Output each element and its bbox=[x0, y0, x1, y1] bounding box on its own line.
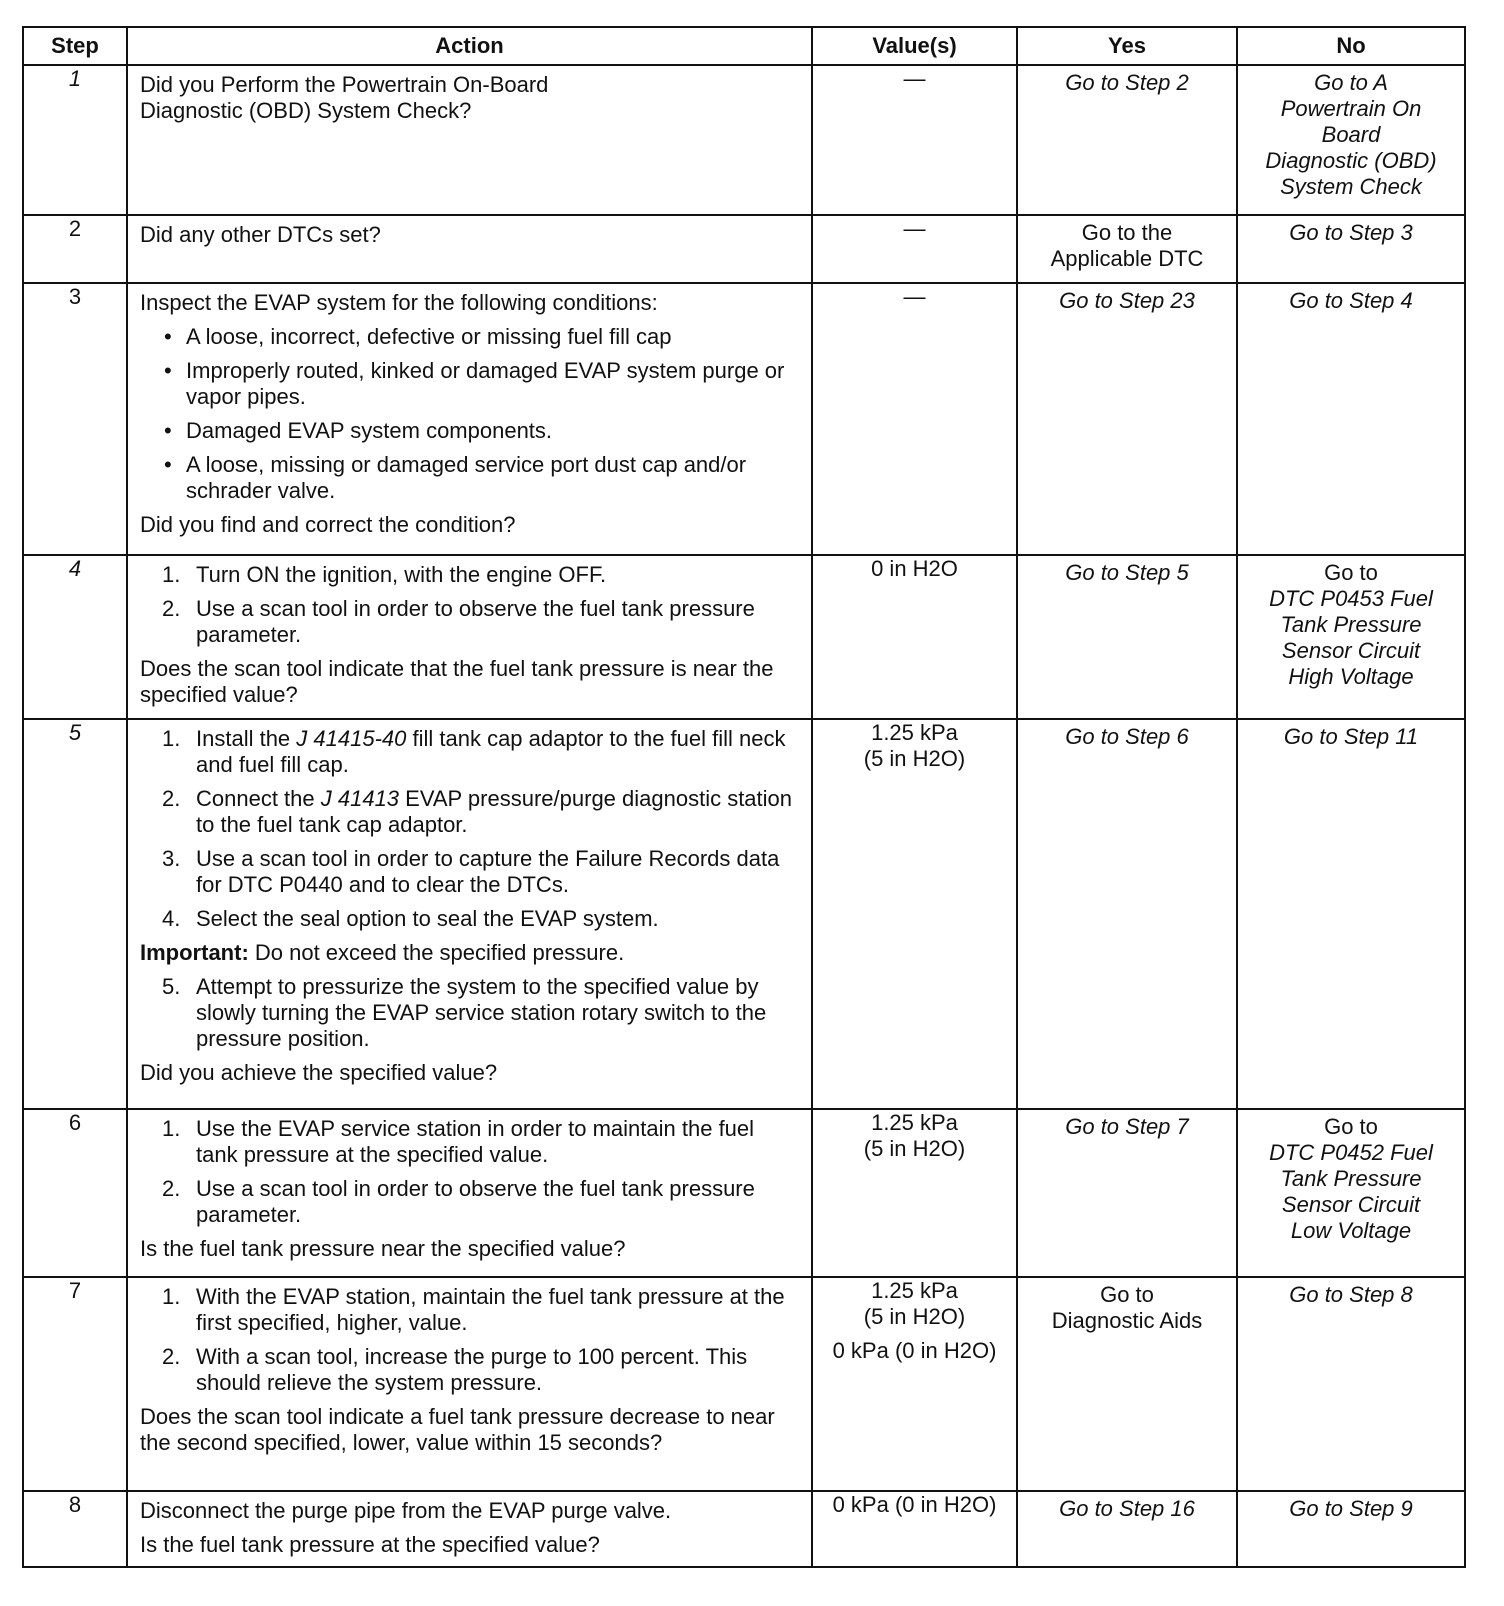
action-cell bbox=[127, 719, 812, 1109]
yes-text: Go to Step 2 bbox=[1065, 70, 1189, 95]
important-label: Important: bbox=[140, 940, 249, 965]
procedure-list bbox=[140, 562, 799, 648]
action-cell bbox=[127, 1109, 812, 1277]
step-number: 6 bbox=[23, 1109, 127, 1277]
value-text: (5 in H2O) bbox=[863, 1304, 966, 1329]
procedure-list bbox=[140, 726, 799, 932]
values-cell bbox=[812, 215, 1017, 283]
list-item: • A loose, incorrect, defective or missing fuel fill cap bbox=[140, 324, 799, 350]
item-number: 2. bbox=[162, 596, 181, 621]
table-row bbox=[23, 719, 1465, 1109]
no-cell bbox=[1237, 215, 1465, 283]
no-text: High Voltage bbox=[1288, 664, 1414, 689]
no-text: Board bbox=[1321, 122, 1381, 147]
step-number: 8 bbox=[23, 1491, 127, 1567]
item-text: Use the EVAP service station in order to maintain the fuel tank pressure at the specified value. bbox=[196, 1116, 755, 1167]
header-yes: Yes bbox=[1017, 27, 1237, 65]
action-cell bbox=[127, 65, 812, 215]
yes-text: Diagnostic Aids bbox=[1051, 1308, 1203, 1333]
list-item bbox=[140, 562, 799, 588]
procedure-list bbox=[140, 1116, 799, 1228]
value-text: (5 in H2O) bbox=[863, 746, 966, 771]
action-intro: Inspect the EVAP system for the following conditions: bbox=[140, 290, 658, 315]
header-values: Value(s) bbox=[812, 27, 1017, 65]
diagnostic-table bbox=[22, 26, 1466, 1568]
yes-text: Go to Step 6 bbox=[1065, 724, 1189, 749]
no-text: Diagnostic (OBD) bbox=[1265, 148, 1437, 173]
action-cell bbox=[127, 555, 812, 719]
yes-cell bbox=[1017, 1109, 1237, 1277]
no-cell bbox=[1237, 1491, 1465, 1567]
item-number: 4. bbox=[162, 906, 181, 931]
no-cell bbox=[1237, 719, 1465, 1109]
item-number: 5. bbox=[162, 974, 181, 999]
step-number: 7 bbox=[23, 1277, 127, 1491]
item-text: Attempt to pressurize the system to the specified value by slowly turning the EVAP service station rotary switch to the pressure position. bbox=[196, 974, 767, 1051]
step-number: 1 bbox=[23, 65, 127, 215]
item-text: Connect the bbox=[196, 786, 321, 811]
item-text: With a scan tool, increase the purge to 100 percent. This should relieve the system pressure. bbox=[196, 1344, 748, 1395]
item-text: Use a scan tool in order to capture the Failure Records data for DTC P0440 and to clear the DTCs. bbox=[196, 846, 780, 897]
header-step: Step bbox=[23, 27, 127, 65]
value-text: 0 kPa (0 in H2O) bbox=[832, 1338, 997, 1363]
no-text: Go to Step 8 bbox=[1289, 1282, 1413, 1307]
no-text: Go to Step 3 bbox=[1289, 220, 1413, 245]
value-text: (5 in H2O) bbox=[863, 1136, 966, 1161]
no-cell bbox=[1237, 65, 1465, 215]
action-cell bbox=[127, 1277, 812, 1491]
values-cell bbox=[812, 719, 1017, 1109]
yes-text: Go to Step 16 bbox=[1059, 1496, 1195, 1521]
list-item bbox=[140, 974, 799, 1052]
yes-text: Go to Step 23 bbox=[1059, 288, 1195, 313]
item-text: EVAP pressure/purge diagnostic station to the fuel tank cap adaptor. bbox=[196, 786, 793, 837]
procedure-list bbox=[140, 1284, 799, 1396]
list-item bbox=[140, 1116, 799, 1168]
step-number: 3 bbox=[23, 283, 127, 555]
no-text: Go to Step 9 bbox=[1289, 1496, 1413, 1521]
table-row bbox=[23, 65, 1465, 215]
item-text: With the EVAP station, maintain the fuel tank pressure at the first specified, higher, value. bbox=[196, 1284, 785, 1335]
value-text: 0 in H2O bbox=[871, 556, 958, 581]
action-question: Did you achieve the specified value? bbox=[140, 1060, 498, 1085]
no-text: Sensor Circuit bbox=[1281, 638, 1421, 663]
yes-cell bbox=[1017, 283, 1237, 555]
value-text: 1.25 kPa bbox=[871, 1110, 958, 1135]
item-text: Use a scan tool in order to observe the fuel tank pressure parameter. bbox=[196, 596, 755, 647]
yes-cell bbox=[1017, 555, 1237, 719]
important-text: Do not exceed the specified pressure. bbox=[248, 940, 625, 965]
header-no: No bbox=[1237, 27, 1465, 65]
value-text: 1.25 kPa bbox=[871, 1278, 958, 1303]
no-text: System Check bbox=[1280, 174, 1422, 199]
no-text: Tank Pressure bbox=[1280, 1166, 1422, 1191]
list-item bbox=[140, 846, 799, 898]
list-item bbox=[140, 786, 799, 838]
yes-text: Go to Step 5 bbox=[1065, 560, 1189, 585]
no-text: Go to Step 11 bbox=[1283, 724, 1419, 749]
no-cell bbox=[1237, 1277, 1465, 1491]
action-question: Does the scan tool indicate that the fuel tank pressure is near the specified value? bbox=[140, 656, 774, 707]
tool-number: J 41415-40 bbox=[296, 726, 407, 751]
values-cell bbox=[812, 1491, 1017, 1567]
procedure-list bbox=[140, 974, 799, 1052]
table-row bbox=[23, 1277, 1465, 1491]
values-cell bbox=[812, 555, 1017, 719]
item-number: 1. bbox=[162, 1284, 181, 1309]
values-cell bbox=[812, 1109, 1017, 1277]
no-text: Tank Pressure bbox=[1280, 612, 1422, 637]
list-item: • A loose, missing or damaged service port dust cap and/or schrader valve. bbox=[140, 452, 799, 504]
tool-number: J 41413 bbox=[320, 786, 400, 811]
item-number: 1. bbox=[162, 562, 181, 587]
yes-text: Go to Step 7 bbox=[1065, 1114, 1189, 1139]
no-text: Sensor Circuit bbox=[1281, 1192, 1421, 1217]
item-text: fill tank cap adaptor to the fuel fill neck and fuel fill cap. bbox=[196, 726, 786, 777]
step-number: 5 bbox=[23, 719, 127, 1109]
list-item bbox=[140, 1284, 799, 1336]
value-text: 1.25 kPa bbox=[871, 720, 958, 745]
item-number: 2. bbox=[162, 786, 181, 811]
condition-list bbox=[140, 324, 799, 504]
item-text: Install the bbox=[196, 726, 297, 751]
action-text: Disconnect the purge pipe from the EVAP purge valve. bbox=[140, 1498, 672, 1523]
no-text: Low Voltage bbox=[1290, 1218, 1412, 1243]
item-text: Use a scan tool in order to observe the fuel tank pressure parameter. bbox=[196, 1176, 755, 1227]
action-cell bbox=[127, 1491, 812, 1567]
yes-cell bbox=[1017, 719, 1237, 1109]
yes-cell bbox=[1017, 1491, 1237, 1567]
list-item: • Improperly routed, kinked or damaged EVAP system purge or vapor pipes. bbox=[140, 358, 799, 410]
yes-text: Applicable DTC bbox=[1050, 246, 1204, 271]
value-text: — bbox=[903, 216, 926, 241]
header-action: Action bbox=[127, 27, 812, 65]
no-cell bbox=[1237, 555, 1465, 719]
no-cell bbox=[1237, 1109, 1465, 1277]
list-item bbox=[140, 596, 799, 648]
header-row bbox=[23, 27, 1465, 65]
no-text: DTC P0453 Fuel bbox=[1269, 586, 1433, 611]
no-cell bbox=[1237, 283, 1465, 555]
action-question: Is the fuel tank pressure at the specified value? bbox=[140, 1532, 600, 1557]
action-question: Does the scan tool indicate a fuel tank pressure decrease to near the second specified, lower, value within 15 seconds? bbox=[140, 1404, 775, 1455]
list-item bbox=[140, 726, 799, 778]
list-item: • Damaged EVAP system components. bbox=[140, 418, 799, 444]
values-cell bbox=[812, 283, 1017, 555]
item-text: Select the seal option to seal the EVAP system. bbox=[196, 906, 659, 931]
yes-cell bbox=[1017, 65, 1237, 215]
step-number: 4 bbox=[23, 555, 127, 719]
value-text: 0 kPa (0 in H2O) bbox=[832, 1492, 997, 1517]
values-cell bbox=[812, 65, 1017, 215]
item-number: 2. bbox=[162, 1176, 181, 1201]
table-row bbox=[23, 1491, 1465, 1567]
important-note bbox=[140, 940, 799, 966]
no-text: Go to bbox=[1324, 1114, 1378, 1139]
item-number: 3. bbox=[162, 846, 181, 871]
action-cell bbox=[127, 283, 812, 555]
no-text: Powertrain On bbox=[1280, 96, 1422, 121]
yes-cell bbox=[1017, 215, 1237, 283]
action-question: Is the fuel tank pressure near the specified value? bbox=[140, 1236, 626, 1261]
yes-cell bbox=[1017, 1277, 1237, 1491]
item-number: 1. bbox=[162, 726, 181, 751]
table-row bbox=[23, 283, 1465, 555]
yes-text: Go to bbox=[1100, 1282, 1154, 1307]
action-question: Did you find and correct the condition? bbox=[140, 512, 516, 537]
no-text: Go to A bbox=[1314, 70, 1388, 95]
item-number: 1. bbox=[162, 1116, 181, 1141]
list-item bbox=[140, 1176, 799, 1228]
list-item bbox=[140, 1344, 799, 1396]
yes-text: Go to the bbox=[1081, 220, 1173, 245]
no-text: DTC P0452 Fuel bbox=[1269, 1140, 1433, 1165]
item-text: Turn ON the ignition, with the engine OFF. bbox=[196, 562, 607, 587]
table-row bbox=[23, 1109, 1465, 1277]
step-number: 2 bbox=[23, 215, 127, 283]
values-cell bbox=[812, 1277, 1017, 1491]
item-number: 2. bbox=[162, 1344, 181, 1369]
value-text: — bbox=[903, 284, 926, 309]
no-text: Go to Step 4 bbox=[1289, 288, 1413, 313]
value-text: — bbox=[903, 66, 926, 91]
no-text: Go to bbox=[1324, 560, 1378, 585]
action-cell bbox=[127, 215, 812, 283]
table-row bbox=[23, 555, 1465, 719]
table-row bbox=[23, 215, 1465, 283]
action-text: Did any other DTCs set? bbox=[140, 222, 381, 247]
list-item bbox=[140, 906, 799, 932]
action-text: Did you Perform the Powertrain On-Board Diagnostic (OBD) System Check? bbox=[140, 72, 549, 123]
